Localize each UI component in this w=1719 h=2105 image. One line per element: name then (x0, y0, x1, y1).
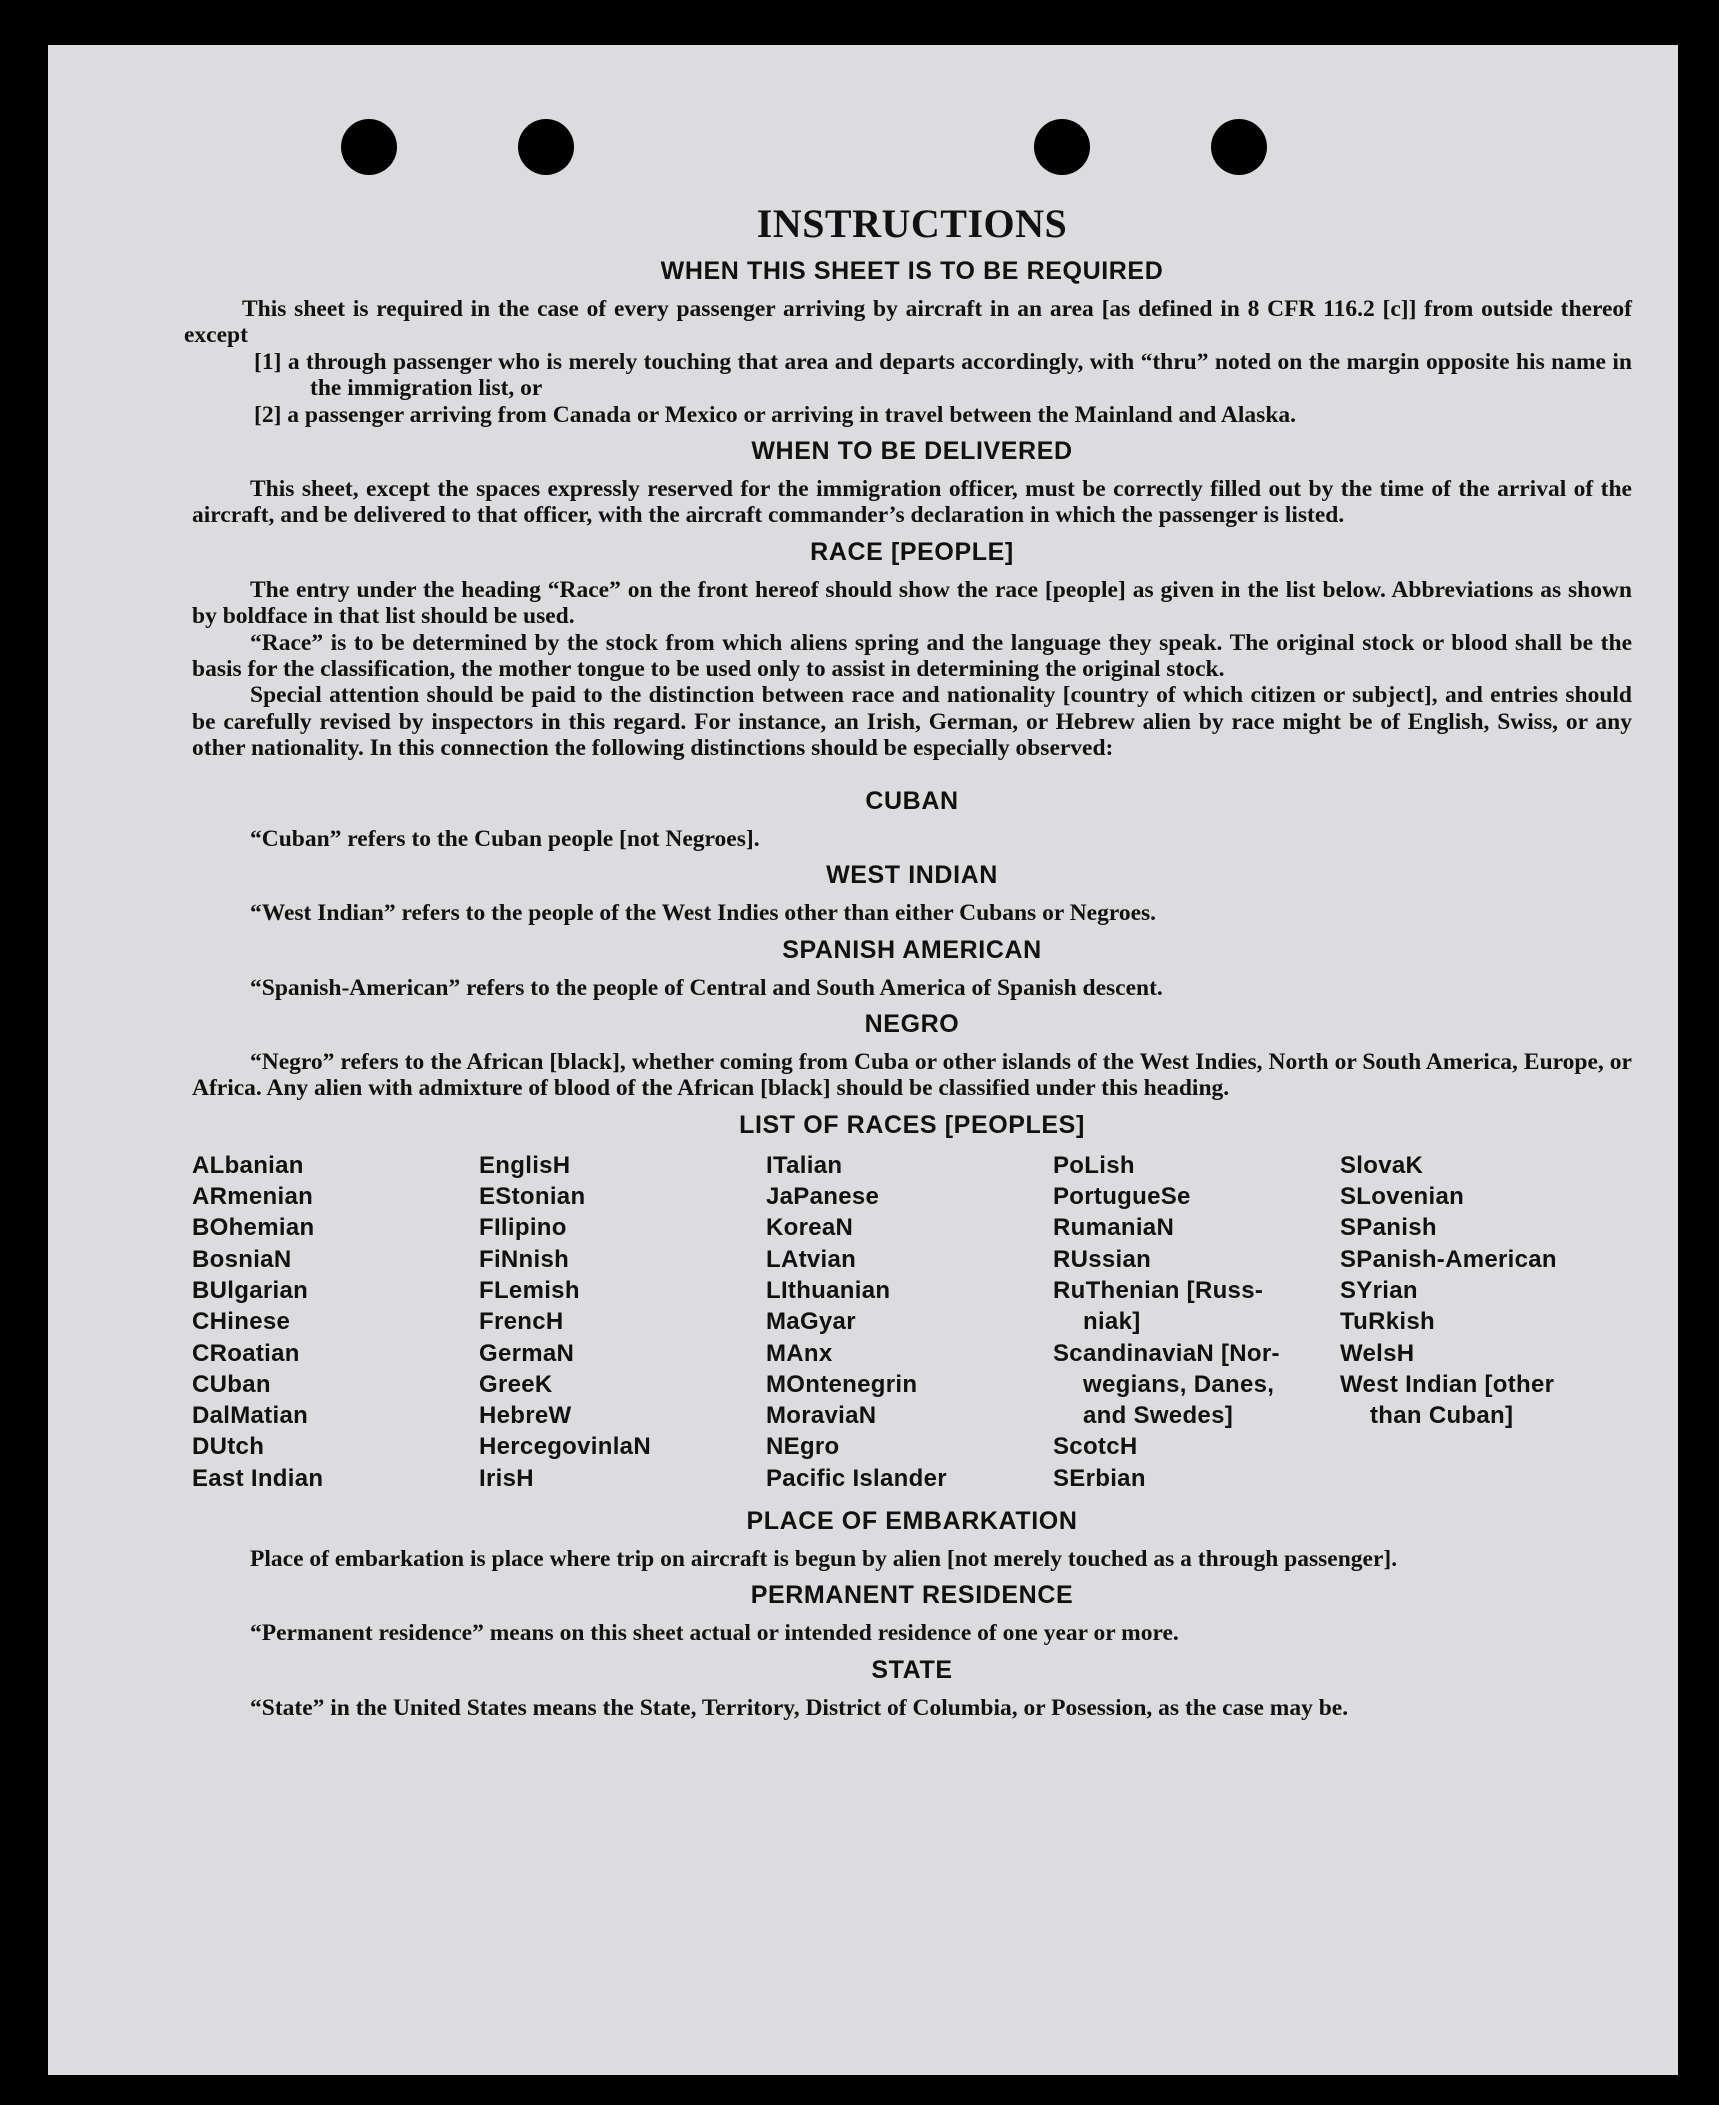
races-column-3 (766, 1150, 1053, 1494)
races-column-4 (1053, 1150, 1340, 1494)
races-column-2 (479, 1150, 766, 1494)
race-item: ScotcH (1053, 1433, 1138, 1461)
race-item: East Indian (192, 1464, 324, 1492)
heading-race: RACE [PEOPLE] (810, 537, 1014, 566)
race-item: RumaniaN (1053, 1214, 1175, 1242)
document-sheet (48, 45, 1678, 2075)
race-item: EStonian (479, 1183, 586, 1211)
race-item: Pacific Islander (766, 1464, 947, 1492)
heading-spanish-american: SPANISH AMERICAN (782, 935, 1042, 964)
race-item: HercegovinlaN (479, 1433, 651, 1461)
race-item: MOntenegrin (766, 1370, 918, 1398)
race-item: BOhemian (192, 1214, 315, 1242)
race-item: CUban (192, 1370, 271, 1398)
heading-west-indian: WEST INDIAN (826, 861, 998, 890)
races-column-1 (192, 1150, 479, 1494)
race-paragraph-3: Special attention should be paid to the distinction between race and nationality [country of which citizen or subject], and entries should be carefully revised by inspectors in this regard. For instance, an Irish, German, or Hebrew alien by race might be of English, Swiss, or any other nationality. In this connection the following distinctions should be especially observed: (192, 682, 1632, 762)
race-item: MoraviaN (766, 1402, 877, 1430)
spanish-american-text: “Spanish-American” refers to the people of Central and South America of Spanish descent. (250, 974, 1163, 1001)
race-item: ALbanian (192, 1151, 304, 1179)
state-text: “State” in the United States means the State, Territory, District of Columbia, or Posession, as the case may be. (250, 1694, 1349, 1721)
race-item: MaGyar (766, 1308, 856, 1336)
punch-hole (518, 119, 574, 175)
required-intro: This sheet is required in the case of every passenger arriving by aircraft in an area [as defined in 8 CFR 116.2 [c]] from outside thereof except (184, 296, 1632, 349)
race-item: PortugueSe (1053, 1183, 1191, 1211)
race-item: RuThenian [Russ- (1053, 1276, 1264, 1304)
race-item: GreeK (479, 1370, 553, 1398)
race-item: SErbian (1053, 1464, 1146, 1492)
race-item: IrisH (479, 1464, 534, 1492)
race-item: JaPanese (766, 1183, 880, 1211)
race-item: PoLish (1053, 1151, 1135, 1179)
race-item: SPanish (1340, 1214, 1437, 1242)
race-item: CRoatian (192, 1339, 300, 1367)
race-item: BosniaN (192, 1245, 292, 1273)
race-item: niak] (1083, 1308, 1141, 1336)
punch-hole (1211, 119, 1267, 175)
race-item: than Cuban] (1370, 1402, 1514, 1430)
race-item: West Indian [other (1340, 1370, 1555, 1398)
race-paragraph-1: The entry under the heading “Race” on the front hereof should show the race [people] as given in the list below. Abbreviations as shown by boldface in that list should be used. (192, 576, 1632, 630)
embarkation-text: Place of embarkation is place where trip on aircraft is begun by alien [not merely touched as a through passenger]. (250, 1545, 1398, 1572)
race-item: FiNnish (479, 1245, 570, 1273)
heading-cuban: CUBAN (865, 786, 959, 815)
race-item: LAtvian (766, 1245, 857, 1273)
race-item: CHinese (192, 1308, 291, 1336)
race-item: SPanish-American (1340, 1245, 1557, 1273)
delivered-text: This sheet, except the spaces expressly reserved for the immigration officer, must be correctly filled out by the time of the arrival of the aircraft, and be delivered to that officer, with the aircraft commander’s declaration in which the passenger is listed. (192, 476, 1632, 529)
race-item: SlovaK (1340, 1151, 1424, 1179)
race-item: LIthuanian (766, 1276, 891, 1304)
races-column-5 (1340, 1150, 1632, 1494)
heading-residence: PERMANENT RESIDENCE (750, 1581, 1074, 1610)
instructions-content (184, 200, 1632, 1721)
cuban-text: “Cuban” refers to the Cuban people [not Negroes]. (250, 825, 760, 852)
page-title: INSTRUCTIONS (756, 201, 1068, 246)
race-item: DUtch (192, 1433, 265, 1461)
race-item: FIlipino (479, 1214, 567, 1242)
heading-required: WHEN THIS SHEET IS TO BE REQUIRED (660, 257, 1164, 285)
heading-embarkation: PLACE OF EMBARKATION (746, 1506, 1078, 1535)
race-item: EnglisH (479, 1151, 571, 1179)
required-item-2: [2] a passenger arriving from Canada or Mexico or arriving in travel between the Mainland and Alaska. (254, 401, 1297, 428)
race-item: ARmenian (192, 1183, 314, 1211)
race-item: wegians, Danes, (1083, 1370, 1275, 1398)
race-item: TuRkish (1340, 1308, 1435, 1336)
race-paragraph-2: “Race” is to be determined by the stock from which aliens spring and the language they speak. The original stock or blood shall be the basis for the classification, the mother tongue to be used only to assist in determining the original stock. (192, 629, 1632, 683)
race-item: ITalian (766, 1151, 843, 1179)
race-item: WelsH (1340, 1339, 1415, 1367)
race-item: BUlgarian (192, 1276, 309, 1304)
heading-negro: NEGRO (864, 1009, 960, 1038)
race-item: and Swedes] (1083, 1402, 1234, 1430)
race-item: GermaN (479, 1339, 575, 1367)
races-list (192, 1150, 1632, 1494)
heading-list-of-races: LIST OF RACES [PEOPLES] (739, 1110, 1085, 1139)
race-item: SYrian (1340, 1276, 1418, 1304)
punch-hole (341, 119, 397, 175)
heading-delivered: WHEN TO BE DELIVERED (751, 437, 1073, 466)
residence-text: “Permanent residence” means on this sheet actual or intended residence of one year or more. (250, 1620, 1179, 1647)
required-item-1: [1] a through passenger who is merely touching that area and departs accordingly, with “thru” noted on the margin opposite his name in the immigration list, or (254, 348, 1632, 402)
race-item: RUssian (1053, 1245, 1152, 1273)
negro-text: “Negro” refers to the African [black], whether coming from Cuba or other islands of the West Indies, North or South America, Europe, or Africa. Any alien with admixture of blood of the African [black] should be classified under this heading. (192, 1048, 1632, 1102)
punch-hole (1034, 119, 1090, 175)
race-item: FrencH (479, 1308, 564, 1336)
race-item: FLemish (479, 1276, 580, 1304)
race-item: MAnx (766, 1339, 833, 1367)
race-item: HebreW (479, 1402, 572, 1430)
race-item: KoreaN (766, 1214, 854, 1242)
west-indian-text: “West Indian” refers to the people of the West Indies other than either Cubans or Negroes. (250, 900, 1157, 927)
race-item: NEgro (766, 1433, 840, 1461)
race-item: ScandinaviaN [Nor- (1053, 1339, 1280, 1367)
race-item: DalMatian (192, 1402, 309, 1430)
race-item: SLovenian (1340, 1183, 1465, 1211)
heading-state: STATE (871, 1655, 953, 1684)
